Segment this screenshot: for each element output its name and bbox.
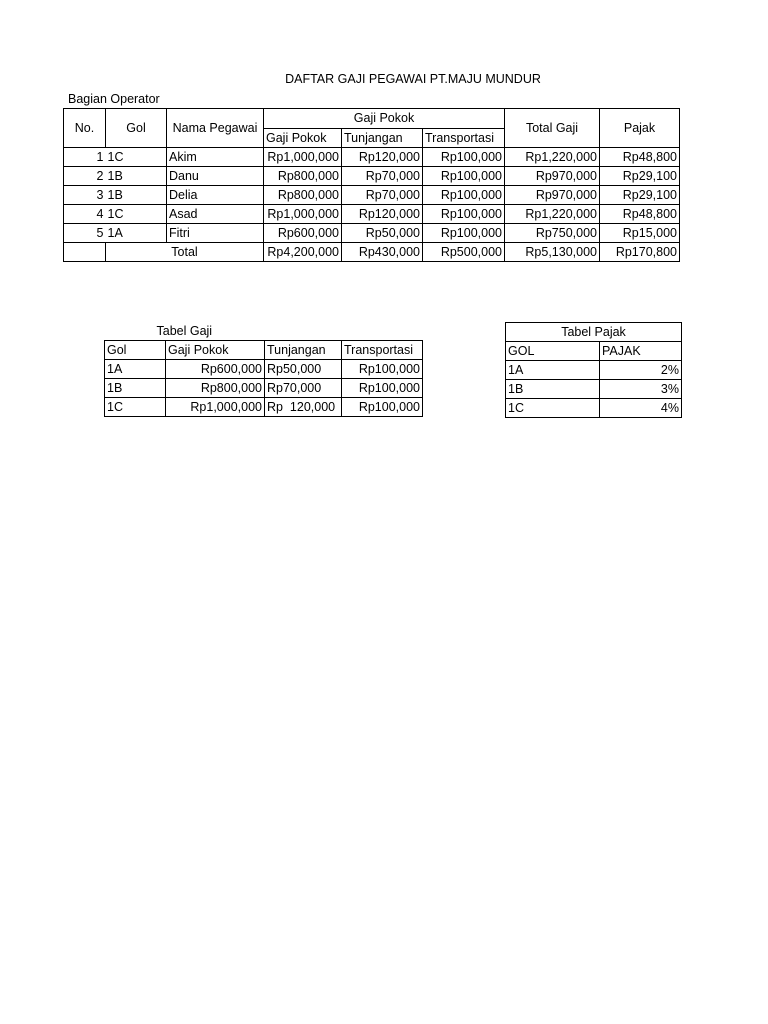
cell-total: Rp970,000 — [505, 186, 600, 205]
cell-no: 1 — [64, 148, 106, 167]
cell-gaji-pokok: Rp1,000,000 — [264, 148, 342, 167]
table-row — [105, 379, 423, 398]
cell-pajak: Rp48,800 — [600, 205, 680, 224]
cell-tunjangan: Rp70,000 — [342, 167, 423, 186]
cell-nama: Akim — [167, 148, 264, 167]
document-title: DAFTAR GAJI PEGAWAI PT.MAJU MUNDUR — [285, 72, 541, 86]
cell-gol: 1C — [506, 399, 600, 418]
total-total-gaji: Rp5,130,000 — [505, 243, 600, 262]
cell-gol: 1B — [506, 380, 600, 399]
header-row — [506, 342, 682, 361]
cell-transportasi: Rp100,000 — [423, 167, 505, 186]
table-row — [64, 167, 680, 186]
cell-tunjangan: Rp70,000 — [342, 186, 423, 205]
cell-empty — [64, 243, 106, 262]
section-label: Bagian Operator — [68, 92, 160, 106]
total-label: Total — [106, 243, 264, 262]
table-row — [105, 398, 423, 417]
header-tunjangan: Tunjangan — [265, 341, 342, 360]
cell-nama: Asad — [167, 205, 264, 224]
total-gaji-pokok: Rp4,200,000 — [264, 243, 342, 262]
header-gol: GOL — [506, 342, 600, 361]
table-row — [105, 360, 423, 379]
salary-table — [63, 108, 680, 262]
cell-no: 4 — [64, 205, 106, 224]
cell-total: Rp750,000 — [505, 224, 600, 243]
cell-transportasi: Rp100,000 — [423, 148, 505, 167]
cell-gol: 1C — [106, 148, 167, 167]
header-gaji-pokok: Gaji Pokok — [166, 341, 265, 360]
cell-gol: 1B — [106, 186, 167, 205]
tabel-pajak-title: Tabel Pajak — [506, 323, 682, 342]
header-no: No. — [64, 109, 106, 148]
header-transportasi: Transportasi — [342, 341, 423, 360]
cell-pajak: 3% — [600, 380, 682, 399]
cell-no: 2 — [64, 167, 106, 186]
header-row — [64, 109, 680, 129]
header-pajak: PAJAK — [600, 342, 682, 361]
header-gol: Gol — [105, 341, 166, 360]
total-transportasi: Rp500,000 — [423, 243, 505, 262]
tabel-gaji — [104, 322, 423, 417]
cell-gol: 1B — [105, 379, 166, 398]
cell-tunjangan: Rp 120,000 — [265, 398, 342, 417]
table-row — [64, 205, 680, 224]
tabel-gaji-title: Tabel Gaji — [156, 324, 213, 338]
cell-transportasi: Rp100,000 — [423, 224, 505, 243]
total-pajak: Rp170,800 — [600, 243, 680, 262]
cell-gol: 1C — [105, 398, 166, 417]
cell-gaji-pokok: Rp600,000 — [166, 360, 265, 379]
cell-no: 5 — [64, 224, 106, 243]
cell-nama: Danu — [167, 167, 264, 186]
cell-pajak: 4% — [600, 399, 682, 418]
cell-pajak: Rp29,100 — [600, 186, 680, 205]
table-row — [64, 186, 680, 205]
cell-tunjangan: Rp70,000 — [265, 379, 342, 398]
cell-pajak: Rp15,000 — [600, 224, 680, 243]
cell-gaji-pokok: Rp1,000,000 — [264, 205, 342, 224]
cell-tunjangan: Rp120,000 — [342, 205, 423, 224]
cell-tunjangan: Rp50,000 — [265, 360, 342, 379]
total-tunjangan: Rp430,000 — [342, 243, 423, 262]
cell-transportasi: Rp100,000 — [423, 186, 505, 205]
total-row — [64, 243, 680, 262]
header-transportasi: Transportasi — [423, 128, 505, 148]
cell-transportasi: Rp100,000 — [342, 360, 423, 379]
cell-no: 3 — [64, 186, 106, 205]
cell-gaji-pokok: Rp1,000,000 — [166, 398, 265, 417]
cell-pajak: Rp29,100 — [600, 167, 680, 186]
cell-nama: Delia — [167, 186, 264, 205]
cell-transportasi: Rp100,000 — [342, 398, 423, 417]
header-total: Total Gaji — [505, 109, 600, 148]
cell-pajak: 2% — [600, 361, 682, 380]
header-group-gaji-pokok: Gaji Pokok — [264, 109, 505, 129]
cell-gol: 1A — [506, 361, 600, 380]
table-row — [506, 361, 682, 380]
cell-total: Rp970,000 — [505, 167, 600, 186]
table-row — [64, 224, 680, 243]
cell-gol: 1C — [106, 205, 167, 224]
cell-total: Rp1,220,000 — [505, 148, 600, 167]
cell-transportasi: Rp100,000 — [342, 379, 423, 398]
cell-tunjangan: Rp120,000 — [342, 148, 423, 167]
header-tunjangan: Tunjangan — [342, 128, 423, 148]
table-row — [506, 380, 682, 399]
cell-gaji-pokok: Rp800,000 — [166, 379, 265, 398]
cell-gaji-pokok: Rp800,000 — [264, 186, 342, 205]
header-row — [105, 341, 423, 360]
tabel-pajak — [505, 322, 682, 418]
cell-gol: 1A — [105, 360, 166, 379]
cell-transportasi: Rp100,000 — [423, 205, 505, 224]
cell-gaji-pokok: Rp600,000 — [264, 224, 342, 243]
header-gol: Gol — [106, 109, 167, 148]
table-row — [506, 399, 682, 418]
header-gaji-pokok: Gaji Pokok — [264, 128, 342, 148]
table-row — [64, 148, 680, 167]
cell-tunjangan: Rp50,000 — [342, 224, 423, 243]
header-pajak: Pajak — [600, 109, 680, 148]
cell-nama: Fitri — [167, 224, 264, 243]
cell-total: Rp1,220,000 — [505, 205, 600, 224]
cell-pajak: Rp48,800 — [600, 148, 680, 167]
header-nama: Nama Pegawai — [167, 109, 264, 148]
cell-gol: 1B — [106, 167, 167, 186]
cell-gaji-pokok: Rp800,000 — [264, 167, 342, 186]
cell-gol: 1A — [106, 224, 167, 243]
